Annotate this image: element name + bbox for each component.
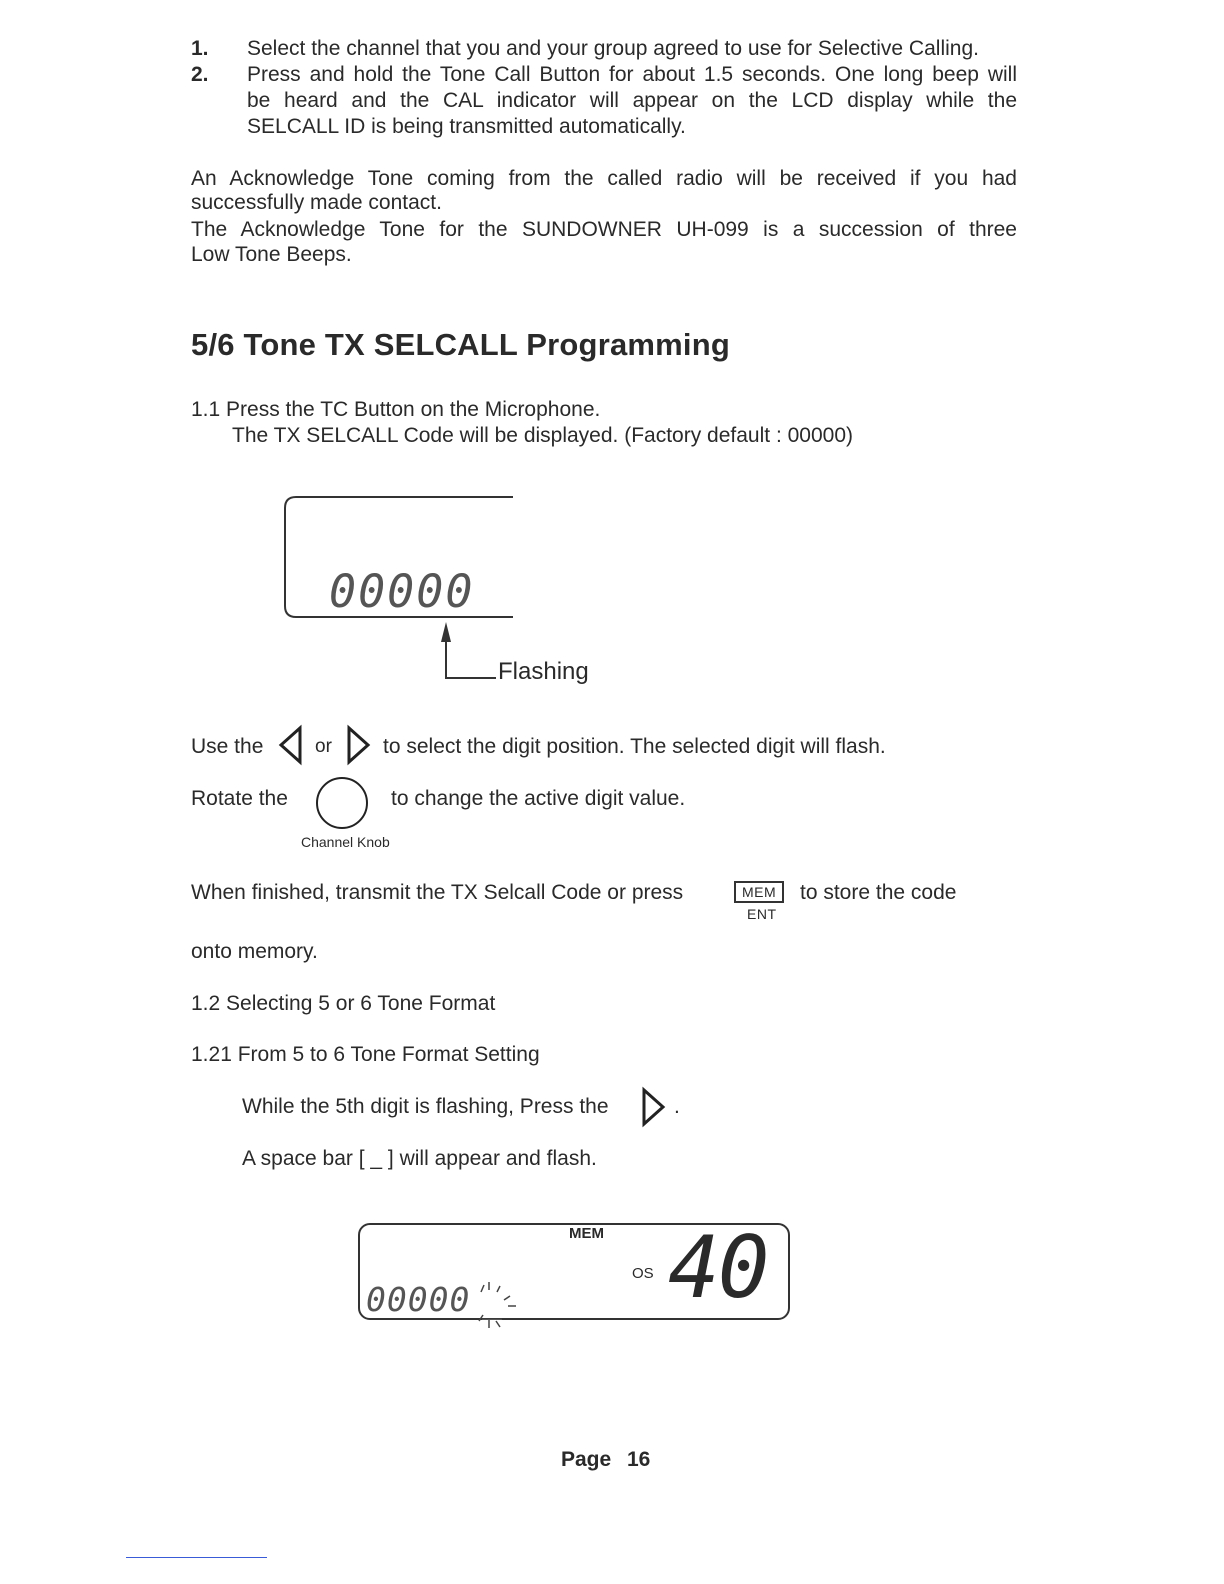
step-2-number: 2. [191,63,209,86]
footer-rule [126,1557,267,1558]
use-line-suffix: to select the digit position. The selected digit will flash. [383,735,886,758]
rotate-line-prefix: Rotate the [191,787,288,810]
step-1-21: 1.21 From 5 to 6 Tone Format Setting [191,1043,540,1066]
while-line-suffix: . [674,1095,680,1118]
finish-line-continuation: onto memory. [191,940,318,963]
section-heading: 5/6 Tone TX SELCALL Programming [191,327,731,362]
use-line-prefix: Use the [191,735,264,758]
acknowledge-paragraph-line-2: successfully made contact. [191,191,442,214]
lcd-1-digits: 00000 [329,565,475,618]
step-1-text: Select the channel that you and your group agreed to use for Selective Calling. [247,37,979,60]
lcd-2-digits: 00000 [366,1280,471,1319]
ent-label: ENT [747,906,777,922]
step-2-line-2: be heard and the CAL indicator will appear on the LCD display while the [247,89,1017,112]
page-label: Page [561,1448,612,1471]
acknowledge-tone-line-2: Low Tone Beeps. [191,243,352,266]
acknowledge-paragraph-line-1: An Acknowledge Tone coming from the called radio will be received if you had [191,167,1017,190]
rotate-line-suffix: to change the active digit value. [391,787,686,810]
while-line-prefix: While the 5th digit is flashing, Press the [242,1095,609,1118]
flashing-label: Flashing [498,658,589,685]
step-1-1-line-1: 1.1 Press the TC Button on the Microphone. [191,398,601,421]
space-bar-line: A space bar [ _ ] will appear and flash. [242,1147,597,1170]
lcd-2-cursor: _ [482,1281,502,1320]
channel-knob-label: Channel Knob [301,834,390,850]
step-2-line-3: SELCALL ID is being transmitted automatically. [247,115,686,138]
mem-key: MEM [734,881,784,903]
finish-line-prefix: When finished, transmit the TX Selcall Code or press [191,881,684,904]
step-1-number: 1. [191,37,209,60]
step-2-line-1: Press and hold the Tone Call Button for about 1.5 seconds. One long beep will [247,63,1017,86]
lcd-2-mem-indicator: MEM [569,1225,604,1242]
page-number: 16 [627,1448,651,1471]
use-line-or: or [315,736,332,757]
finish-line-suffix: to store the code [800,881,957,904]
step-1-2: 1.2 Selecting 5 or 6 Tone Format [191,992,496,1015]
acknowledge-tone-line-1: The Acknowledge Tone for the SUNDOWNER UH-099 is a succession of three [191,218,1017,241]
lcd-2-os-indicator: OS [632,1265,654,1282]
lcd-2-channel: 40 [668,1218,768,1318]
step-1-1-line-2: The TX SELCALL Code will be displayed. (Factory default : 00000) [232,424,853,447]
